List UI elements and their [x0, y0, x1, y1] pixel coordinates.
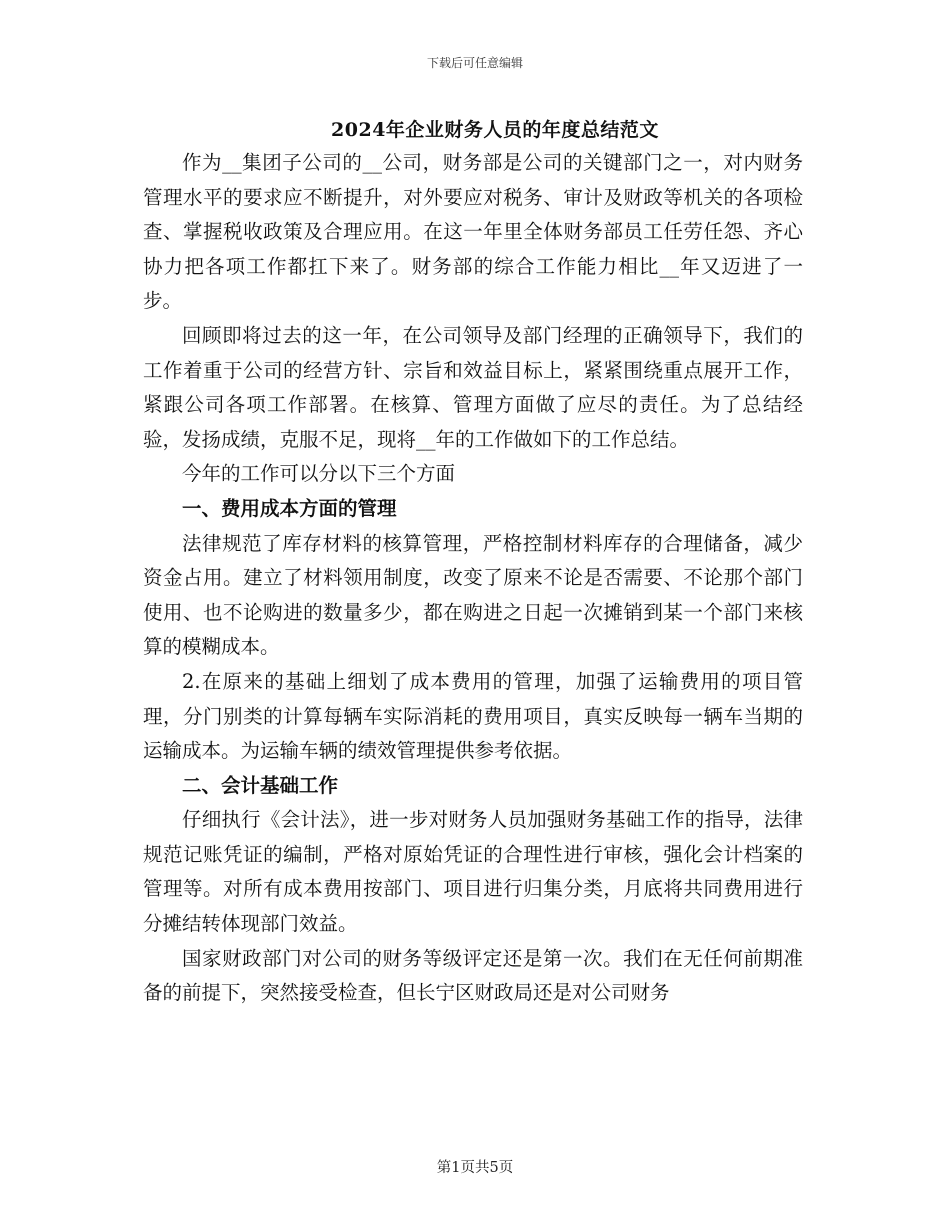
header-note: 下载后可任意编辑 [426, 56, 523, 70]
section-heading-cost-management: 一、费用成本方面的管理 [182, 496, 397, 520]
paragraph-inventory: 法律规范了库存材料的核算管理，严格控制材料库存的合理储备，减少资金占用。建立了材料领用制度，改变了原来不论是否需要、不论那个部门使用、也不论购进的数量多少，都在购进之日起一次摊销到某一个部门来核算的模糊成本。 [143, 531, 803, 659]
page-number: 第1页共5页 [436, 1160, 514, 1176]
document-title: 2024年企业财务人员的年度总结范文 [331, 119, 659, 141]
paragraph-cost-detail: 2.在原来的基础上细划了成本费用的管理，加强了运输费用的项目管理，分门别类的计算每辆车实际消耗的费用项目，真实反映每一辆车当期的运输成本。为运输车辆的绩效管理提供参考依据。 [143, 669, 803, 763]
paragraph-financial-rating: 国家财政部门对公司的财务等级评定还是第一次。我们在无任何前期准备的前提下，突然接受检查，但长宁区财政局还是对公司财务 [143, 946, 803, 1005]
paragraph-review: 回顾即将过去的这一年，在公司领导及部门经理的正确领导下，我们的工作着重于公司的经营方针、宗旨和效益目标上，紧紧围绕重点展开工作，紧跟公司各项工作部署。在核算、管理方面做了应尽的责任。为了总结经验，发扬成绩，克服不足，现将__年的工作做如下的工作总结。 [143, 323, 803, 451]
section-heading-accounting-basics: 二、会计基础工作 [182, 773, 339, 797]
paragraph-overview: 今年的工作可以分以下三个方面 [182, 462, 456, 486]
document-body [143, 146, 803, 1011]
paragraph-accounting-law: 仔细执行《会计法》，进一步对财务人员加强财务基础工作的指导，法律规范记账凭证的编制，严格对原始凭证的合理性进行审核，强化会计档案的管理等。对所有成本费用按部门、项目进行归集分类，月底将共同费用进行分摊结转体现部门效益。 [143, 808, 803, 936]
paragraph-intro: 作为__集团子公司的__公司，财务部是公司的关键部门之一，对内财务管理水平的要求应不断提升，对外要应对税务、审计及财政等机关的各项检查、掌握税收政策及合理应用。在这一年里全体财务部员工任劳任怨、齐心协力把各项工作都扛下来了。财务部的综合工作能力相比__年又迈进了一步。 [143, 151, 803, 313]
